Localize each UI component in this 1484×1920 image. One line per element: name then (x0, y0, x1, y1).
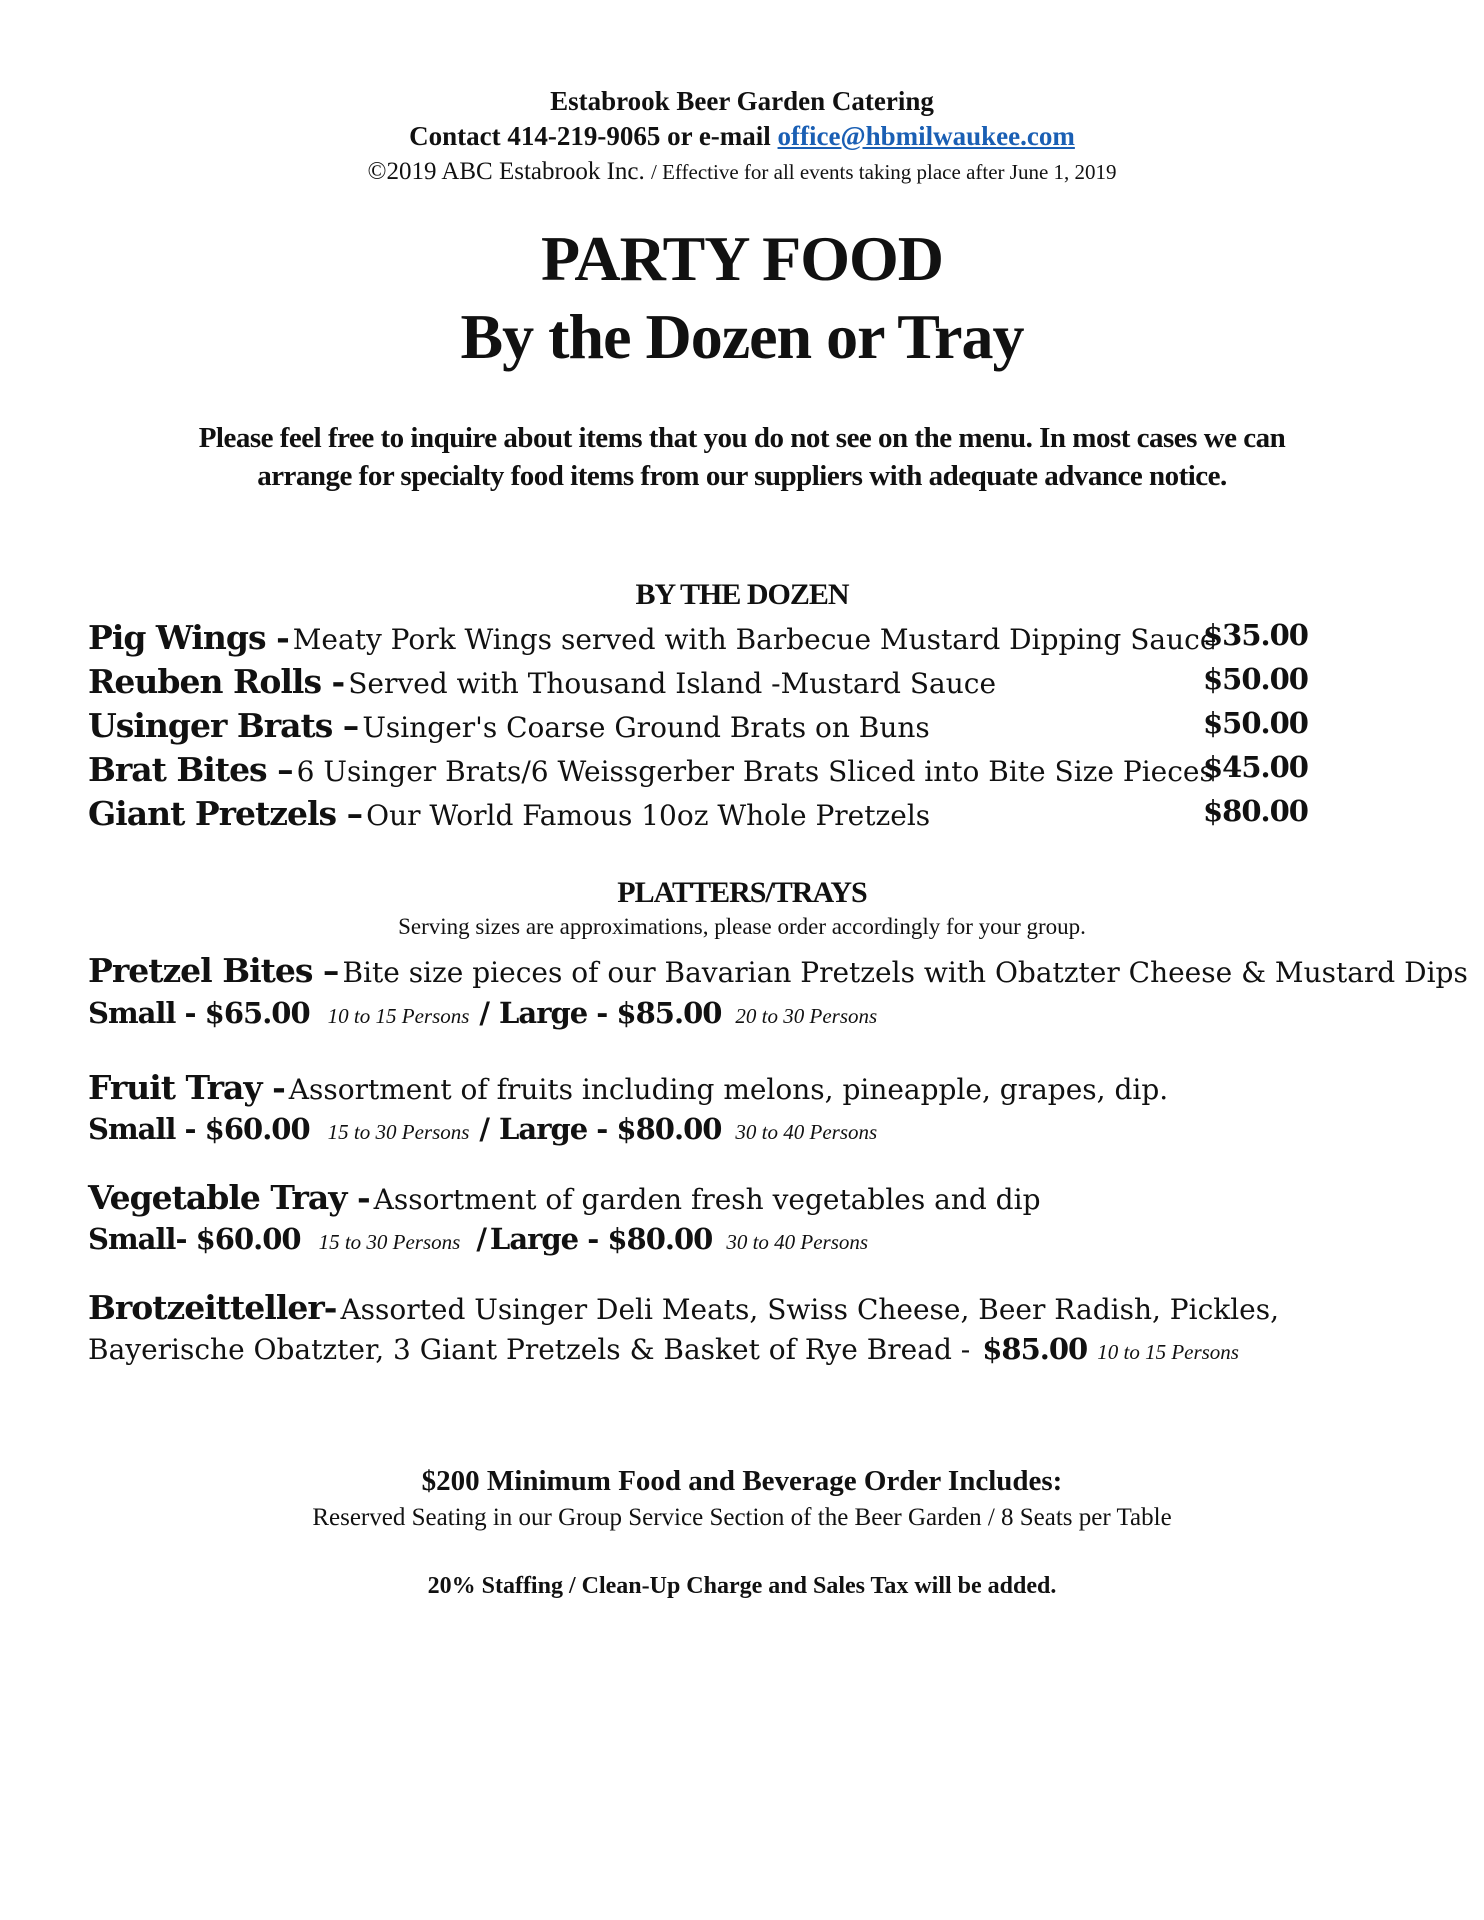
item-desc-2: Bayerische Obatzter, 3 Giant Pretzels & Basket of Rye Bread - (88, 1333, 971, 1366)
item-desc: Bite size pieces of our Bavarian Pretzels with Obatzter Cheese & Mustard Dips (342, 956, 1468, 989)
item-desc: Served with Thousand Island -Mustard Sauce (348, 667, 997, 700)
contact-phone: Contact 414-219-9065 or e-mail (409, 121, 778, 151)
size-separator: / (476, 1222, 486, 1256)
dozen-item-brat-bites (88, 750, 1308, 789)
small-persons: 10 to 15 Persons (327, 1004, 470, 1028)
charge-note: 20% Staffing / Clean-Up Charge and Sales Tax will be added. (427, 1573, 1057, 1599)
dozen-item-giant-pretzels (88, 794, 1308, 833)
item-name: Brat Bites – (88, 750, 293, 789)
effective-date: / Effective for all events taking place after June 1, 2019 (651, 160, 1117, 184)
large-persons: 30 to 40 Persons (735, 1120, 878, 1144)
item-price: $85.00 (982, 1332, 1088, 1366)
dozen-item-usinger-brats (88, 706, 1308, 745)
platter-sizes-fruit-tray (88, 1112, 1308, 1146)
platters-note: Serving sizes are approximations, please order accordingly for your group. (398, 914, 1086, 939)
item-name: Vegetable Tray - (88, 1178, 370, 1217)
item-price: $45.00 (1203, 750, 1308, 784)
size-separator: / (479, 1112, 490, 1146)
company-name: Estabrook Beer Garden Catering (550, 86, 934, 116)
item-name: Fruit Tray - (88, 1068, 285, 1107)
item-name: Brotzeitteller- (88, 1288, 337, 1327)
large-persons: 20 to 30 Persons (735, 1004, 878, 1028)
size-separator: / (479, 996, 490, 1030)
item-desc: Assortment of fruits including melons, pineapple, grapes, dip. (288, 1073, 1169, 1106)
large-persons: 30 to 40 Persons (726, 1230, 869, 1254)
platter-sizes-vegetable-tray (88, 1222, 1308, 1256)
small-price: Small- $60.00 (88, 1222, 301, 1256)
item-desc: Our World Famous 10oz Whole Pretzels (366, 799, 931, 832)
minimum-order-heading: $200 Minimum Food and Beverage Order Includes: (421, 1465, 1063, 1497)
copyright: ©2019 ABC Estabrook Inc. (367, 158, 645, 185)
large-price: Large - $85.00 (499, 996, 722, 1030)
platter-item-fruit-tray (88, 1068, 1308, 1107)
dozen-item-pig-wings (88, 618, 1308, 657)
item-price: $35.00 (1203, 618, 1308, 652)
page-subtitle: By the Dozen or Tray (460, 301, 1024, 372)
small-price: Small - $60.00 (88, 1112, 310, 1146)
item-desc: Meaty Pork Wings served with Barbecue Mustard Dipping Sauce (292, 623, 1217, 656)
small-price: Small - $65.00 (88, 996, 310, 1030)
item-price: $50.00 (1203, 706, 1308, 740)
item-name: Usinger Brats – (88, 706, 359, 745)
small-persons: 15 to 30 Persons (327, 1120, 470, 1144)
small-persons: 15 to 30 Persons (318, 1230, 461, 1254)
item-name: Reuben Rolls - (88, 662, 345, 701)
large-price: Large - $80.00 (489, 1222, 713, 1256)
platters-heading: PLATTERS/TRAYS (617, 876, 867, 909)
item-desc: 6 Usinger Brats/6 Weissgerber Brats Sliced into Bite Size Pieces (296, 755, 1214, 788)
platter-sizes-pretzel-bites (88, 996, 1308, 1030)
item-name: Giant Pretzels – (88, 794, 363, 833)
item-desc: Usinger's Coarse Ground Brats on Buns (362, 711, 930, 744)
item-desc: Assortment of garden fresh vegetables and dip (373, 1183, 1041, 1216)
platter-item-vegetable-tray (88, 1178, 1308, 1217)
item-price: $80.00 (1203, 794, 1308, 828)
seating-note: Reserved Seating in our Group Service Section of the Beer Garden / 8 Seats per Table (312, 1504, 1172, 1531)
item-persons: 10 to 15 Persons (1097, 1340, 1239, 1364)
item-name: Pretzel Bites – (88, 951, 339, 990)
item-name: Pig Wings - (88, 618, 289, 657)
item-price: $50.00 (1203, 662, 1308, 696)
platter-item-brotzeitteller (88, 1288, 1308, 1327)
dozen-item-reuben-rolls (88, 662, 1308, 701)
brotzeitteller-line-2 (88, 1332, 1308, 1366)
large-price: Large - $80.00 (499, 1112, 722, 1146)
contact-line (0, 121, 1484, 152)
platter-item-pretzel-bites (88, 951, 1468, 990)
copyright-line (0, 158, 1484, 186)
intro-line-2: arrange for specialty food items from our suppliers with adequate advance notice. (257, 460, 1227, 492)
page-title: PARTY FOOD (541, 223, 943, 294)
item-desc-1: Assorted Usinger Deli Meats, Swiss Cheese, Beer Radish, Pickles, (340, 1293, 1280, 1326)
intro-line-1: Please feel free to inquire about items that you do not see on the menu. In most cases we can (198, 422, 1286, 454)
email-link[interactable]: office@hbmilwaukee.com (777, 121, 1075, 151)
dozen-heading: BY THE DOZEN (635, 578, 849, 611)
